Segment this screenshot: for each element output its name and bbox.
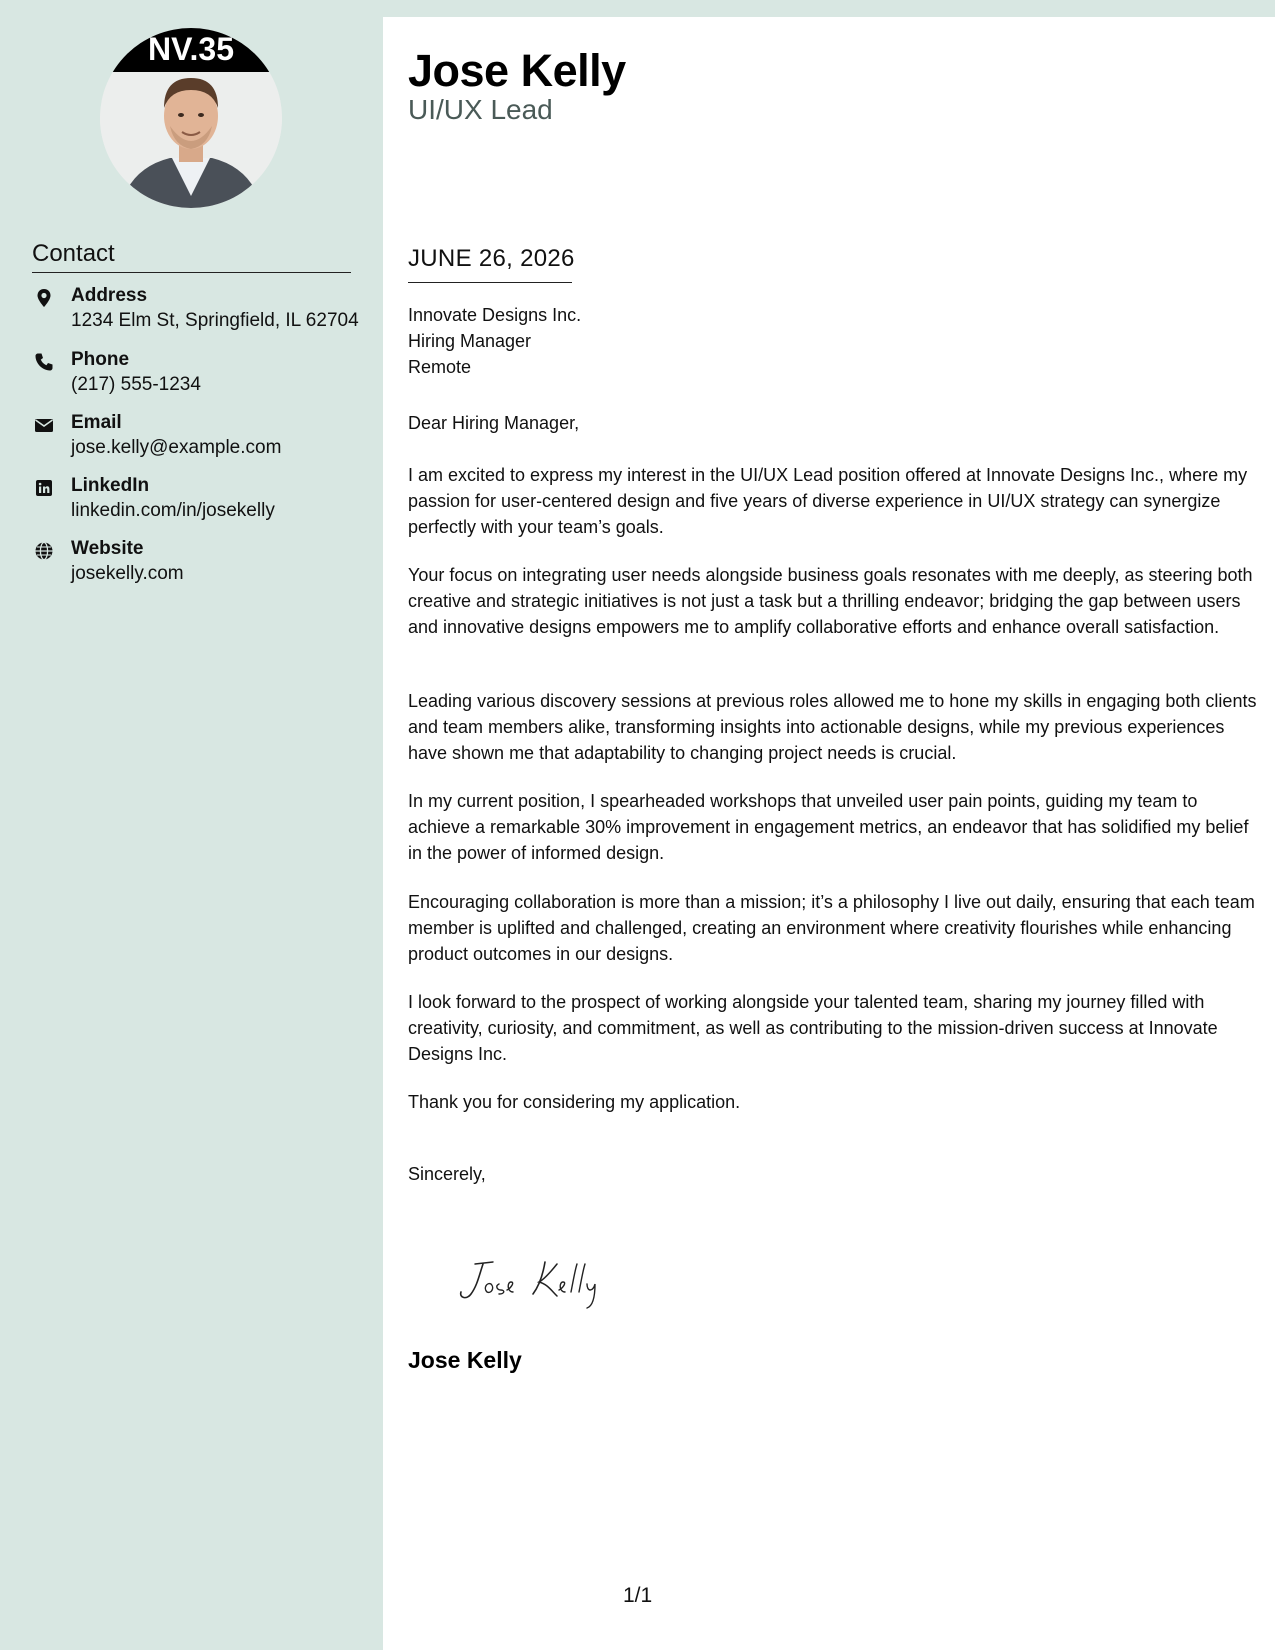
contact-label: Website: [71, 538, 144, 559]
contact-label: Email: [71, 412, 122, 433]
letter-date: JUNE 26, 2026: [408, 245, 575, 272]
handwritten-signature: [453, 1252, 633, 1312]
applicant-name: Jose Kelly: [408, 45, 626, 96]
envelope-icon: [34, 415, 54, 435]
paragraph-1: I am excited to express my interest in the UI/UX Lead position offered at Innovate Designs Inc., where my passion for user-centered design and five years of diverse experience in UI/UX strategy can synergize perfectly with your team’s goals.: [408, 465, 1248, 537]
contact-label: Address: [71, 285, 148, 306]
paragraph-2: Your focus on integrating user needs alongside business goals resonates with me deeply, as steering both creative and strategic initiatives is not just a task but a thrilling endeavor; bridging the gap between users and innovative designs empowers me to amplify collaborative efforts and enhance overall satisfaction.: [408, 565, 1253, 637]
phone-icon: [34, 352, 54, 372]
salutation: Dear Hiring Manager,: [408, 413, 580, 433]
globe-icon: [34, 541, 54, 561]
contact-value: linkedin.com/in/josekelly: [71, 500, 275, 521]
recipient-block: [408, 302, 581, 380]
profile-photo: [100, 28, 282, 208]
date-divider: [408, 282, 572, 283]
applicant-role: UI/UX Lead: [408, 94, 553, 125]
contact-value: jose.kelly@example.com: [71, 437, 282, 458]
sidebar: [0, 0, 383, 1650]
linkedin-icon: [34, 478, 54, 498]
contact-heading: Contact: [32, 240, 115, 267]
paragraph-4: In my current position, I spearheaded workshops that unveiled user pain points, guiding my team to achieve a remarkable 30% improvement in engagement metrics, an endeavor that has solidified my belief in the power of informed design.: [408, 791, 1249, 863]
map-pin-icon: [34, 288, 54, 308]
photo-badge: NV.35: [148, 31, 234, 67]
contact-value: 1234 Elm St, Springfield, IL 62704: [71, 310, 359, 331]
contact-value: (217) 555-1234: [71, 374, 201, 395]
paragraph-5: Encouraging collaboration is more than a mission; it’s a philosophy I live out daily, ensuring that each team member is uplifted and challenged, creating an environment where creativity flourishes while enhancing product outcomes in our designs.: [408, 892, 1255, 964]
signer-name: Jose Kelly: [408, 1347, 522, 1373]
page-number: 1/1: [623, 1584, 653, 1607]
recipient-location: Remote: [408, 357, 472, 377]
closing: Sincerely,: [408, 1164, 486, 1184]
paragraph-3: Leading various discovery sessions at previous roles allowed me to hone my skills in engaging both clients and team members alike, transforming insights into actionable designs, while my previous experiences have shown me that adaptability to changing project needs is crucial.: [408, 691, 1257, 763]
recipient-company: Innovate Designs Inc.: [408, 305, 582, 325]
paragraph-6: I look forward to the prospect of working alongside your talented team, sharing my journey filled with creativity, curiosity, and commitment, as well as contributing to the mission-driven success at Innovate Designs Inc.: [408, 992, 1218, 1064]
paragraph-7: Thank you for considering my application.: [408, 1092, 741, 1112]
letter-body: [383, 17, 1275, 1650]
contact-label: LinkedIn: [71, 475, 150, 496]
contact-label: Phone: [71, 349, 130, 370]
contact-divider: [32, 272, 351, 273]
contact-value: josekelly.com: [71, 563, 184, 584]
recipient-title: Hiring Manager: [408, 331, 532, 351]
